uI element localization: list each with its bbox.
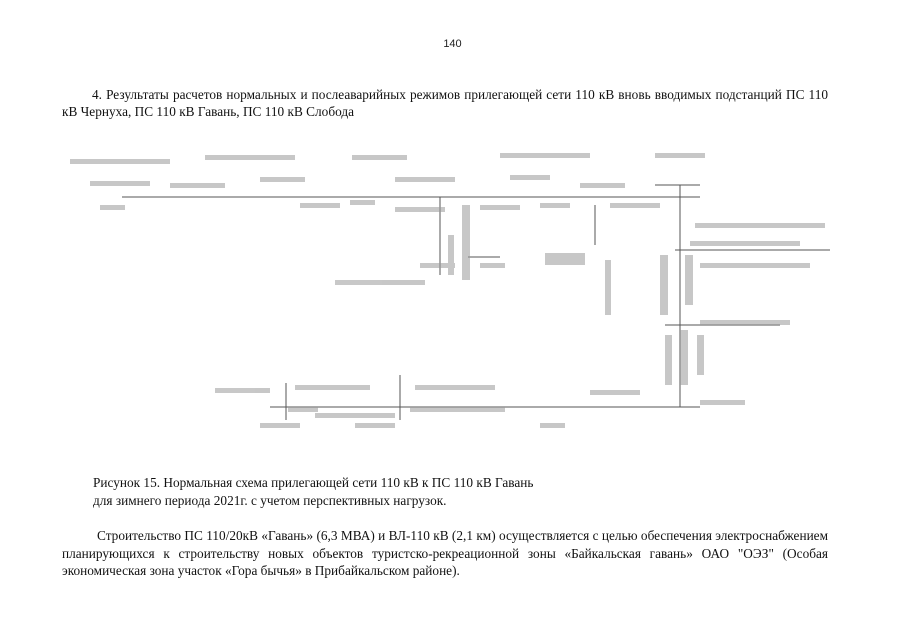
label-smudge <box>697 335 704 375</box>
label-smudge <box>395 207 445 212</box>
section-heading <box>62 86 828 120</box>
label-smudge <box>680 330 688 385</box>
label-smudge <box>335 280 425 285</box>
label-smudge <box>665 335 672 385</box>
label-smudge <box>350 200 375 205</box>
label-smudge <box>462 205 470 280</box>
section-heading-text: 4. Результаты расчетов нормальных и послеаварийных режимов прилегающей сети 110 кВ вновь вводимых подстанций ПС 110 кВ Чернуха, ПС 110 кВ Гавань, ПС 110 кВ Слобода <box>62 87 828 119</box>
label-smudge <box>260 177 305 182</box>
label-smudge <box>700 263 810 268</box>
label-smudge <box>695 223 825 228</box>
label-smudge <box>545 253 585 265</box>
label-smudge <box>690 241 800 246</box>
label-smudge <box>288 407 318 412</box>
label-smudge <box>480 205 520 210</box>
illegible-labels <box>70 153 825 428</box>
label-smudge <box>510 175 550 180</box>
label-smudge <box>655 153 705 158</box>
figure-caption <box>93 474 533 510</box>
label-smudge <box>605 260 611 315</box>
page-number: 140 <box>443 38 462 50</box>
label-smudge <box>500 153 590 158</box>
label-smudge <box>685 255 693 305</box>
label-smudge <box>540 203 570 208</box>
label-smudge <box>90 181 150 186</box>
network-diagram <box>60 145 840 435</box>
body-paragraph <box>62 527 828 580</box>
label-smudge <box>660 255 668 315</box>
label-smudge <box>700 320 790 325</box>
label-smudge <box>295 385 370 390</box>
label-smudge <box>300 203 340 208</box>
label-smudge <box>315 413 395 418</box>
figure-caption-line-1: Рисунок 15. Нормальная схема прилегающей сети 110 кВ к ПС 110 кВ Гавань <box>93 475 534 490</box>
label-smudge <box>170 183 225 188</box>
label-smudge <box>70 159 170 164</box>
body-paragraph-text: Строительство ПС 110/20кВ «Гавань» (6,3 МВА) и ВЛ-110 кВ (2,1 км) осуществляется с целью обеспечения электроснабжением планирующихся к строительству новых объектов туристско-рекреационной зоны «Байкальская гавань» ОАО "ОЭЗ" (Особая экономическая зона участок «Гора бычья» в Прибайкальском районе). <box>62 528 828 578</box>
label-smudge <box>205 155 295 160</box>
label-smudge <box>540 423 565 428</box>
label-smudge <box>610 203 660 208</box>
label-smudge <box>352 155 407 160</box>
label-smudge <box>590 390 640 395</box>
figure-caption-line-2: для зимнего периода 2021г. с учетом перспективных нагрузок. <box>93 493 447 508</box>
label-smudge <box>215 388 270 393</box>
label-smudge <box>260 423 300 428</box>
label-smudge <box>700 400 745 405</box>
label-smudge <box>580 183 625 188</box>
label-smudge <box>415 385 495 390</box>
label-smudge <box>480 263 505 268</box>
label-smudge <box>448 235 454 275</box>
diagram-lines <box>122 185 830 420</box>
label-smudge <box>355 423 395 428</box>
label-smudge <box>410 407 505 412</box>
label-smudge <box>395 177 455 182</box>
label-smudge <box>100 205 125 210</box>
